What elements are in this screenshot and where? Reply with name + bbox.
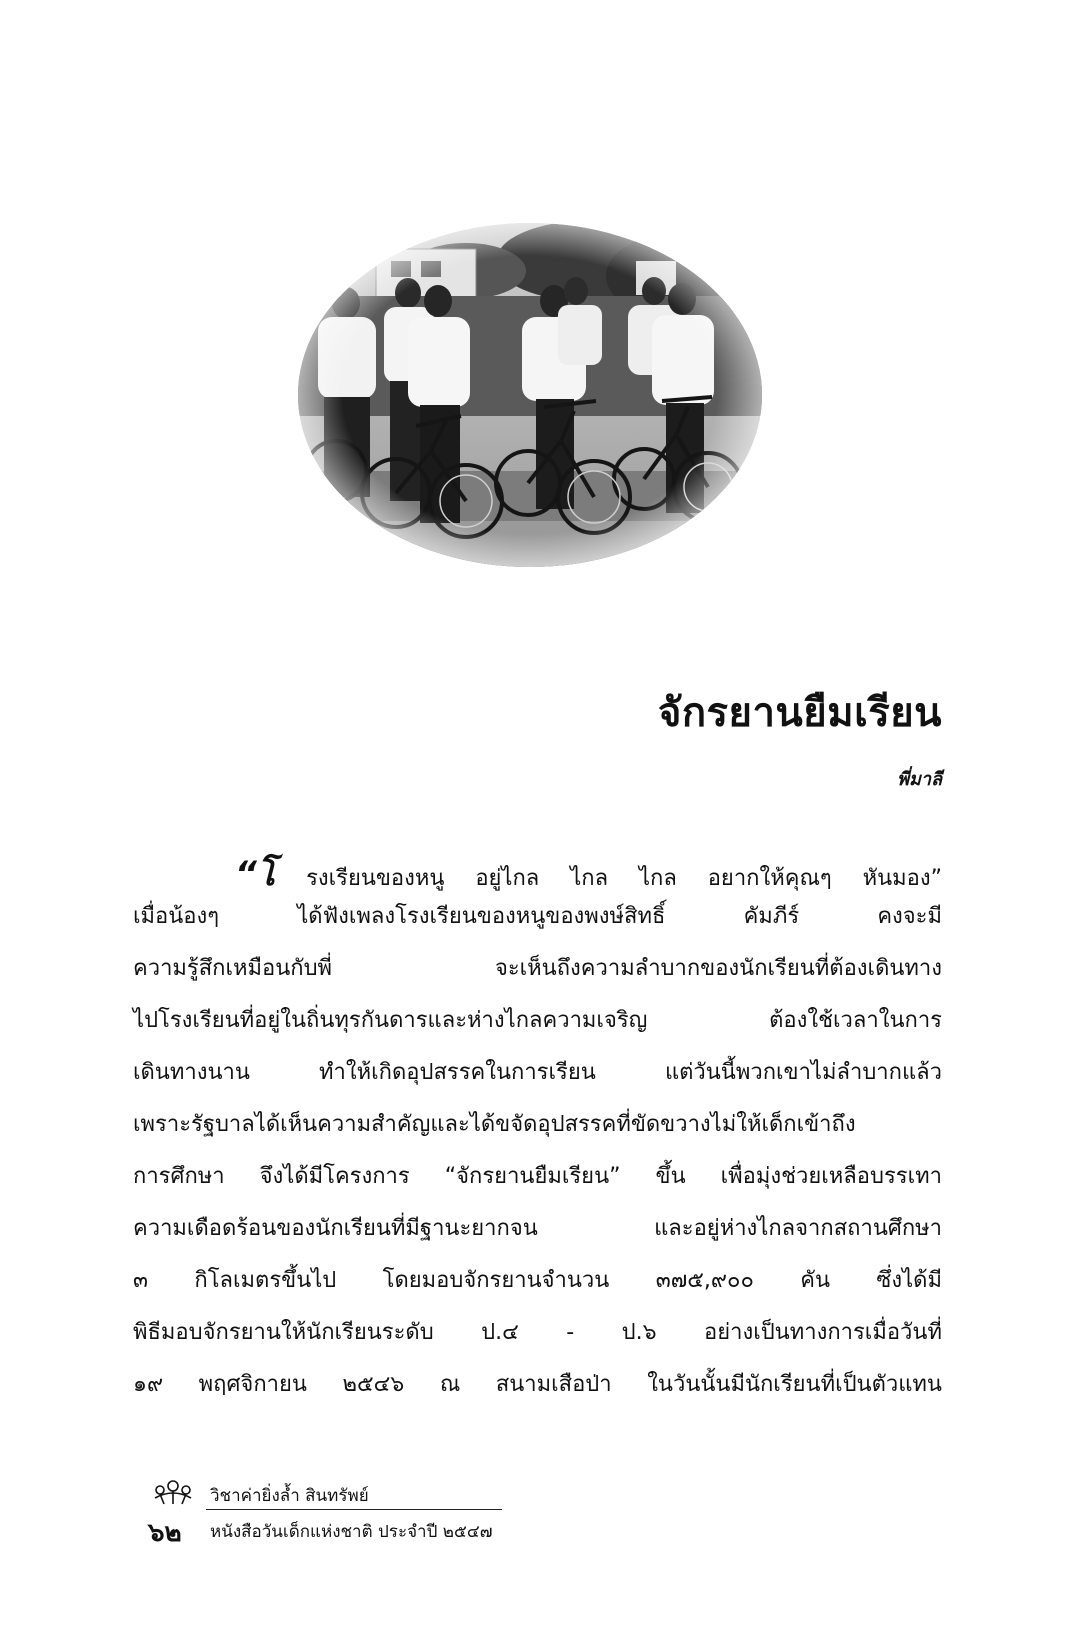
body-word: การศึกษา: [133, 1164, 225, 1189]
body-word: ไกล: [638, 866, 677, 891]
body-line: [133, 1314, 942, 1366]
body-word: ได้ฟังเพลงโรงเรียนของหนูของพงษ์สิทธิ์: [297, 904, 666, 929]
body-line: [133, 1002, 942, 1054]
body-word: คัน: [800, 1268, 831, 1293]
body-word: ต้องใช้เวลาในการ: [769, 1008, 942, 1033]
article-title: จักรยานยืมเรียน: [657, 690, 942, 736]
body-word: โดยมอบจักรยานจำนวน: [382, 1268, 610, 1293]
body-word: เพราะรัฐบาลได้เห็นความสำคัญและได้ขจัดอุปสรรคที่ขัดขวางไม่ให้เด็กเข้าถึง: [133, 1112, 856, 1137]
body-line: [133, 1366, 942, 1418]
body-word: เพื่อมุ่งช่วยเหลือบรรเทา: [720, 1164, 942, 1189]
body-word: -: [566, 1320, 575, 1345]
body-word: ความเดือดร้อนของนักเรียนที่มีฐานะยากจน: [133, 1216, 538, 1241]
article-author: พี่มาลี: [897, 769, 942, 790]
footer-slogan: วิชาค่ายิ่งล้ำ สินทรัพย์: [210, 1486, 369, 1506]
body-line: [133, 898, 942, 950]
body-word: อยากให้คุณๆ: [707, 866, 832, 891]
footer-divider: [206, 1509, 502, 1510]
body-word: แต่วันนี้พวกเขาไม่ลำบากแล้ว: [664, 1060, 942, 1085]
body-line: [133, 846, 942, 898]
photo-illustration: [296, 221, 764, 569]
body-word: ความรู้สึกเหมือนกับพี่: [133, 956, 333, 981]
body-word: ป.๖: [621, 1320, 657, 1345]
footer-publication-title: หนังสือวันเด็กแห่งชาติ ประจำปี ๒๕๔๗: [210, 1522, 493, 1542]
child-emblem-icon: [150, 1478, 196, 1510]
body-word: พิธีมอบจักรยานให้นักเรียนระดับ: [133, 1320, 434, 1345]
body-line: [133, 1054, 942, 1106]
students-with-bicycles-photo: [296, 221, 764, 569]
body-word: “โ: [235, 854, 276, 894]
body-word: ในวันนั้นมีนักเรียนที่เป็นตัวแทน: [647, 1372, 942, 1397]
body-line: [133, 1262, 942, 1314]
body-word: พฤศจิกายน: [198, 1372, 307, 1397]
page-number: ๖๒: [148, 1518, 182, 1548]
body-word: ๓: [133, 1268, 149, 1293]
body-word: ณ: [439, 1372, 461, 1397]
body-line: [133, 1158, 942, 1210]
body-word: เมื่อน้องๆ: [133, 904, 220, 929]
body-word: “จักรยานยืมเรียน”: [444, 1164, 621, 1189]
article-body: [133, 846, 942, 1418]
body-word: คัมภีร์: [743, 904, 800, 929]
body-word: จึงได้มีโครงการ: [259, 1164, 410, 1189]
body-word: ไปโรงเรียนที่อยู่ในถิ่นทุรกันดารและห่างไกลความเจริญ: [133, 1008, 648, 1033]
body-line: [133, 950, 942, 1002]
body-word: รงเรียนของหนู: [306, 866, 445, 891]
body-word: ซึ่งได้มี: [876, 1268, 942, 1293]
body-word: เดินทางนาน: [133, 1060, 250, 1085]
body-word: ทำให้เกิดอุปสรรคในการเรียน: [319, 1060, 596, 1085]
body-line: [133, 1106, 942, 1158]
body-word: จะเห็นถึงความลำบากของนักเรียนที่ต้องเดินทาง: [494, 956, 942, 981]
body-word: อยู่ไกล: [475, 866, 540, 891]
body-word: อย่างเป็นทางการเมื่อวันที่: [704, 1320, 942, 1345]
body-word: กิโลเมตรขึ้นไป: [194, 1268, 337, 1293]
body-word: ขึ้น: [655, 1164, 686, 1189]
body-word: ไกล: [570, 866, 609, 891]
body-word: และอยู่ห่างไกลจากสถานศึกษา: [654, 1216, 942, 1241]
body-word: ๒๕๔๖: [342, 1372, 405, 1397]
body-word: ๑๙: [133, 1372, 164, 1397]
body-word: ๓๗๕,๙๐๐: [655, 1268, 754, 1293]
body-word: คงจะมี: [877, 904, 942, 929]
body-word: ป.๔: [481, 1320, 519, 1345]
body-line: [133, 1210, 942, 1262]
body-word: สนามเสือป่า: [495, 1372, 612, 1397]
body-word: หันมอง”: [862, 866, 942, 891]
